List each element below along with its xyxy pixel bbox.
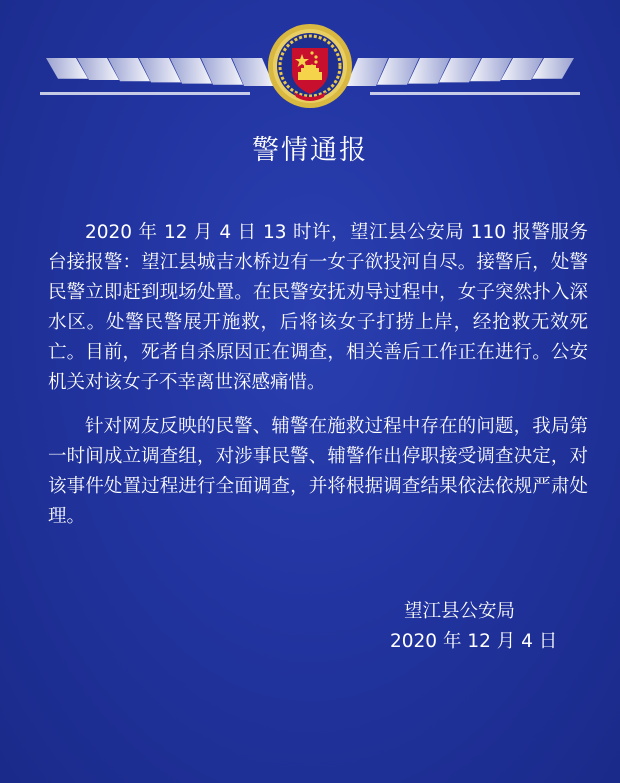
header-banner (0, 0, 620, 120)
paragraph-2: 针对网友反映的民警、辅警在施救过程中存在的问题，我局第一时间成立调查组，对涉事民警、辅警作出停职接受调查决定，对该事件处置过程进行全面调查，并将根据调查结果依法依规严肃处理。 (48, 416, 588, 527)
signature-block (370, 597, 590, 657)
paragraph-1: 2020 年 12 月 4 日 13 时许，望江县公安局 110 报警服务台接报警：望江县城吉水桥边有一女子欲投河自尽。接警后，处警民警立即赶到现场处置。在民警安抚劝导过程中，女子突然扑入深水区。处警民警展开施救，后将该女子打捞上岸，经抢救无效死亡。目前，死者自杀原因正在调查，相关善后工作正在进行。公安机关对该女子不幸离世深感痛惜。 (48, 222, 588, 393)
police-emblem-icon (266, 22, 354, 110)
signature-organization: 望江县公安局 (404, 601, 516, 622)
document-title: 警情通报 (252, 135, 368, 166)
wing-underline-left (40, 92, 250, 95)
wing-underline-right (370, 92, 580, 95)
signature-date: 2020 年 12 月 4 日 (390, 631, 558, 652)
document-body (48, 218, 588, 546)
